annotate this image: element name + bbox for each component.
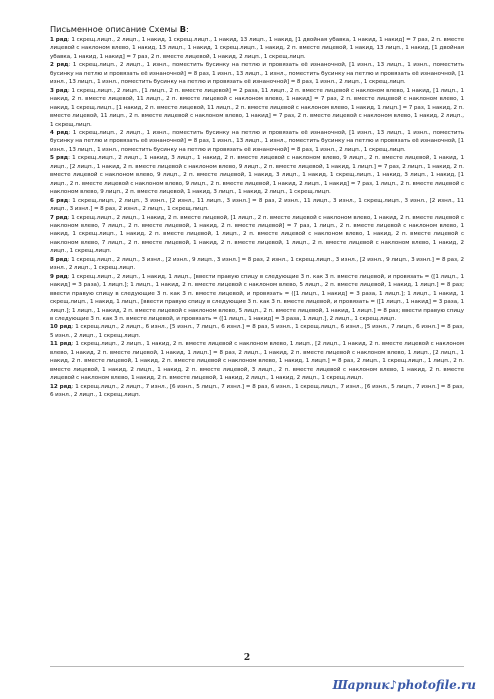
pattern-row xyxy=(50,129,464,154)
row-text: : 1 скрещ.лицп., 2 лицп., 7 изнл., [6 изнл., 5 лицп., 7 изнл.] = 8 раз, 6 изнл., 1 скрещ.лицп., 7 изнл., [6 изнл., 5 лицп., 7 изнл.] = 8 раз, 6 изнл., 2 лицп., 1 скрещ.лицп. xyxy=(50,383,464,399)
document-heading xyxy=(50,24,464,35)
row-text: : 1 скрещ.лицп., 2 лицп., 1 накид, 1 скрещ.лицп., 1 накид, 13 лицп., 1 накид, [1 двойная убавка, 1 накид, 1 накид] = 7 раз, 2 п. вместе лицевой с наклоном влево, 1 накид, 13 лицп., 1 накид, 1 скрещ.лицп., 1 накид, 2 п. вместе лицевой, 1 накид, 13 лицп., 1 накид, [1 двойная убавка, 1 накид, 1 накид] = 7 раз, 2 п. вместе лицевой, 1 накид, 2 лицп., 1 скрещ.лицп. xyxy=(50,37,464,60)
row-label: 12 ряд xyxy=(50,383,72,390)
pattern-row xyxy=(50,256,464,273)
row-text: : 1 скрещ.лицп., 2 лицп., 1 накид, 3 лицп., 1 накид, 2 п. вместе лицевой с наклоном влево, 9 лицп., 2 п. вместе лицевой, 1 накид, 1 лицп., [2 лицп., 1 накид, 2 п. вместе лицевой с наклоном влево, 9 лицп., 2 п. вместе лицевой, 1 накид, 1 лицп.] = 7 раз, 2 лицп., 1 накид, 2 п. вместе лицевой с наклоном влево, 9 лицп., 2 п. вместе лицевой, 1 накид, 3 лицп., 1 накид, 1 скрещ.лицп., 1 накид, 3 лицп., 1 накид, [1 лицп., 2 п. вместе лицевой с наклоном влево, 9 лицп., 2 п. вместе лицевой, 1 накид, 2 лицп., 1 накид] = 7 раз, 1 лицп., 2 п. вместе лицевой с наклоном влево, 9 лицп., 2 п. вместе лицевой, 1 накид, 3 лицп., 1 накид, 2 лицп., 1 скрещ.лицп. xyxy=(50,155,465,196)
heading-prefix: Письменное описание Схемы xyxy=(50,24,180,34)
row-text: : 1 скрещ.лицп., 2 лицп., 1 накид, 2 п. вместе лицевой, [1 лицп., 2 п. вместе лицевой с наклоном влево, 1 накид, 2 п. вместе лицевой с наклоном влево, 7 лицп., 2 п. вместе лицевой, 1 накид, 2 п. вместе лицевой] = 7 раз, 1 лицп., 2 п. вместе лицевой с наклоном влево, 1 накид, 1 скрещ.лицп., 1 накид, 2 п. вместе лицевой, 1 лицп., 2 п. вместе лицевой с наклоном влево, 1 накид, 2 п. вместе лицевой с наклоном влево, 7 лицп., 2 п. вместе лицевой, 1 накид, 2 п. вместе лицевой, 1 лицп., 2 п. вместе лицевой с наклоном влево, 1 накид, 2 лицп., 1 скрещ.лицп. xyxy=(50,214,464,255)
pattern-row xyxy=(50,273,464,324)
pattern-row xyxy=(50,36,464,61)
pattern-row xyxy=(50,61,464,86)
row-label: 3 ряд xyxy=(50,87,68,94)
row-text: : 1 скрещ.лицп., 2 лицп., 1 накид, 1 лицп., [ввести правую спицу в следующие 3 п. как 3 п. вместе лицевой, и провязать = ([1 лицп., 1 накид] = 3 раза), 1 лицп.]; 1 лицп., 1 накид, 2 п. вместе лицевой с наклоном влево, 5 лицп., 2 п. вместе лицевой, 1 накид, 1 лицп.] = 8 раз; ввести правую спицу в следующие 3 п. как 3 п. вместе лицевой, и провязать = ([1 лицп., 1 накид] = 3 раза, 1 лицп.]; 1 лицп., 1 накид, 1 скрещ.лицп., 1 накид, 1 лицп., [ввести правую спицу в следующие 3 п. как 3 п. вместе лицевой, и провязать = ([1 лицп., 1 накид] = 3 раза, 1 лицп.]; 1 лицп., 1 накид, 2 п. вместе лицевой с наклоном влево, 5 лицп., 2 п. вместе лицевой, 1 накид, 1 лицп.] = 8 раз; ввести правую спицу в следующие 3 п. как 3 п. вместе лицевой, и провязать = ([1 лицп., 1 накид] = 3 раза, 1 лицп.], 2 лицп., 1 скрещ.лицп. xyxy=(50,273,464,322)
row-text: : 1 скрещ.лицп., 2 лицп., 3 изнл., [2 изнл., 11 лицп., 3 изнл.] = 8 раз, 2 изнл., 11 лицп., 3 изнл., 1 скрещ.лицп., 3 изнл., [2 изнл., 11 лицп., 3 изнл.] = 8 раз, 2 изнл., 2 лицп., 1 скрещ.лицп. xyxy=(50,197,465,213)
row-label: 9 ряд xyxy=(50,273,68,280)
row-label: 8 ряд xyxy=(50,256,68,263)
heading-bold: В xyxy=(179,24,186,34)
corner-watermark: Шарпик♪photofile.ru xyxy=(332,678,476,692)
pattern-row xyxy=(50,197,464,214)
row-label: 5 ряд xyxy=(50,155,69,162)
pattern-row xyxy=(50,154,464,196)
row-label: 11 ряд xyxy=(50,341,72,348)
row-text: : 1 скрещ.лицп., 2 лицп., 3 изнл., [2 изнл., 9 лицп., 3 изнл.] = 8 раз, 2 изнл., 1 скрещ.лицп., 3 изнл., [2 изнл., 9 лицп., 3 изнл.] = 8 раз, 2 изнл., 2 лицп., 1 скрещ.лицп. xyxy=(50,256,464,272)
row-label: 4 ряд xyxy=(50,129,69,136)
row-label: 1 ряд xyxy=(50,37,68,43)
heading-suffix: : xyxy=(185,24,189,34)
pattern-row xyxy=(50,340,464,382)
footer-rule xyxy=(50,666,464,667)
row-text: : 1 скрещ.лицп., 2 лицп., 1 изнл., поместить бусинку на петлю и провязать её изнаночной, [1 изнл., 13 лицп., 1 изнл., поместить бусинку на петлю и провязать её изнаночной] = 8 раз, 1 изнл., 13 лицп., 1 изнл., поместить бусинку на петлю и провязать её изнаночной, [1 изнл., 13 лицп., 1 изнл., поместить бусинку на петлю и провязать её изнаночной] = 8 раз, 1 изнл., 2 лицп., 1 скрещ.лицп. xyxy=(50,62,464,86)
row-text: : 1 скрещ.лицп., 2 лицп., 1 накид, 2 п. вместе лицевой с наклоном влево, 1 лицп., [2 лицп., 1 накид, 2 п. вместе лицевой с наклоном влево, 1 накид, 2 п. вместе лицевой, 1 накид, 1 лицп.] = 8 раз, 2 лицп., 1 накид, 2 п. вместе лицевой с наклоном влево, 1 лицп., [2 лицп., 1 накид, 2 п. вместе лицевой, 1 накид, 2 п. вместе лицевой с наклоном влево, 1 накид, 1 лицп.] = 8 раз, 2 лицп., 1 скрещ.лицп., 1 лицп., 2 п. вместе лицевой, 1 накид, 2 лицп., 1 накид, 2 п. вместе лицевой, 3 лицп., 2 п. вместе лицевой с наклоном влево, 1 накид, 2 п. вместе лицевой с наклоном влево, 1 накид, 2 п. вместе лицевой, 1 накид, 2 лицп., 1 накид, 2 лицп., 1 скрещ.лицп. xyxy=(50,341,464,382)
pattern-row xyxy=(50,323,464,340)
row-text: : 1 скрещ.лицп., 2 лицп., [1 лицп., 2 п. вместе лицевой] = 2 раза, 11 лицп., 2 п. вместе лицевой с наклоном влево, 1 накид, [1 лицп., 1 накид, 2 п. вместе лицевой, 11 лицп., 2 п. вместе лицевой с наклоном влево, 1 накид] = 7 раз, 2 п. вместе лицевой с наклоном влево, 1 накид, 1 скрещ.лицп., [1 накид, 2 п. вместе лицевой, 11 лицп., 2 п. вместе лицевой с наклоном влево, 1 накид, 1 лицп.] = 7 раз, 1 накид, 2 п. вместе лицевой, 11 лицп., 2 п. вместе лицевой с наклоном влево, 1 накид] = 7 раз, 2 п. вместе лицевой с наклоном влево, 1 накид, 2 лицп., 1 скрещ.лицп. xyxy=(50,87,464,128)
pattern-row xyxy=(50,383,464,400)
row-label: 7 ряд xyxy=(50,214,68,221)
row-label: 6 ряд xyxy=(50,197,69,204)
row-text: : 1 скрещ.лицп., 2 лицп., 1 изнл., поместить бусинку на петлю и провязать её изнаночной, [1 изнл., 13 лицп., 1 изнл., поместить бусинку на петлю и провязать её изнаночной] = 8 раз, 1 изнл., 13 лицп., 1 изнл., поместить бусинку на петлю и провязать её изнаночной, [1 изнл., 13 лицп., 1 изнл., поместить бусинку на петлю и провязать её изнаночной] = 8 раз, 1 изнл., 2 лицп., 1 скрещ.лицп. xyxy=(50,129,464,153)
row-text: : 1 скрещ.лицп., 2 лицп., 6 изнл., [5 изнл., 7 лицп., 6 изнл.] = 8 раз, 5 изнл., 1 скрещ.лицп., 6 изнл., [5 изнл., 7 лицп., 6 изнл.] = 8 раз, 5 изнл., 2 лицп., 1 скрещ.лицп. xyxy=(50,324,464,339)
page-number: 2 xyxy=(243,653,251,663)
row-label: 2 ряд xyxy=(50,62,69,69)
pattern-row xyxy=(50,87,464,129)
row-label: 10 ряд xyxy=(50,324,72,331)
pattern-row xyxy=(50,214,464,256)
row-list xyxy=(50,36,464,399)
